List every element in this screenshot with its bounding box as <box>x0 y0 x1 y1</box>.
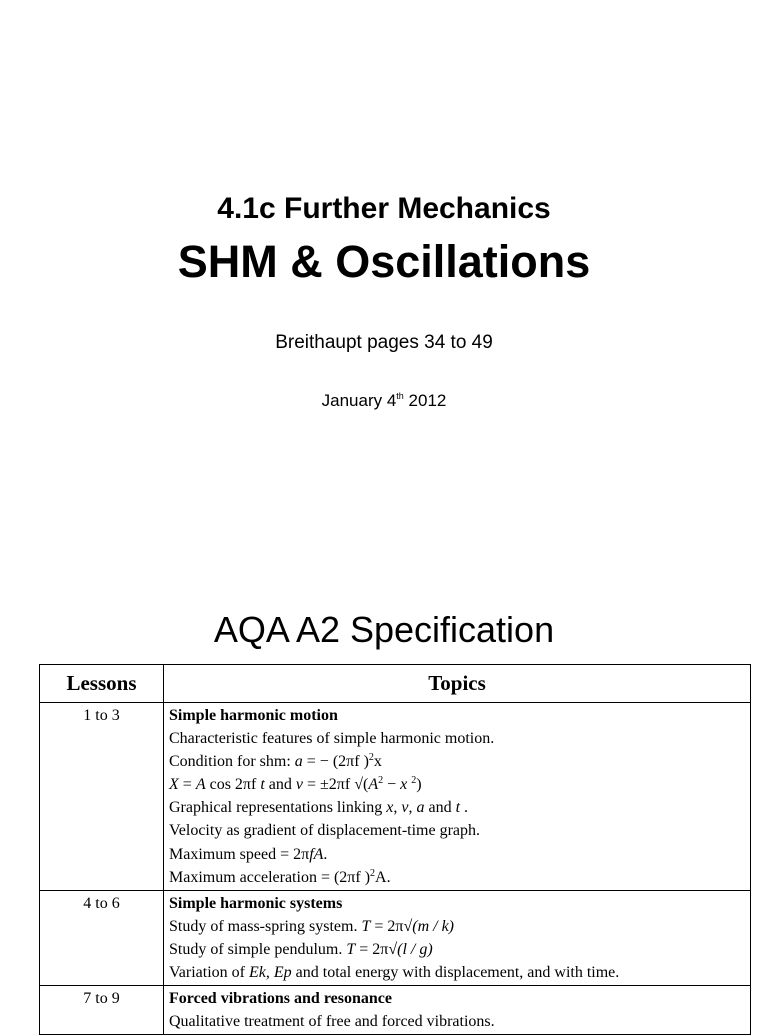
document-title: SHM & Oscillations <box>177 236 591 287</box>
topic-line: Velocity as gradient of displacement-time graph. <box>169 822 481 840</box>
table-row <box>40 986 751 1035</box>
date-prefix: January 4 <box>321 391 397 410</box>
document-subtitle: 4.1c Further Mechanics <box>217 192 551 225</box>
lessons-column-header: Lessons <box>40 665 164 703</box>
textbook-reference: Breithaupt pages 34 to 49 <box>275 332 493 353</box>
topics-column-header: Topics <box>164 665 751 703</box>
topics-cell <box>164 703 751 891</box>
topic-line: Study of simple pendulum. T = 2π√(l / g) <box>169 940 433 958</box>
topic-line: Qualitative treatment of free and forced vibrations. <box>169 1013 495 1031</box>
topic-line: Characteristic features of simple harmonic motion. <box>169 730 495 748</box>
table-header-row <box>40 665 751 703</box>
lessons-cell: 7 to 9 <box>40 986 164 1035</box>
topic-line: Condition for shm: a = − (2πf )$^2$x <box>169 752 382 771</box>
topic-line: Maximum acceleration = (2πf )$^2$A. <box>169 867 391 886</box>
topic-line: Maximum speed = 2πfA. <box>169 845 328 863</box>
document-date <box>0 391 768 411</box>
specification-title: AQA A2 Specification <box>213 609 555 650</box>
topic-line: Variation of Ek, Ep and total energy with displacement, and with time. <box>169 964 620 982</box>
topic-line: Study of mass-spring system. T = 2π√(m / k) <box>169 917 455 935</box>
topic-heading: Simple harmonic motion <box>169 707 338 724</box>
topics-cell <box>164 986 751 1035</box>
lessons-cell: 1 to 3 <box>40 703 164 891</box>
table-row <box>40 890 751 985</box>
topic-line: Graphical representations linking x, v, a and t . <box>169 799 469 817</box>
topic-line: X = A cos 2πf t and v = ±2πf $√(A^2 - x$ $^2$) <box>169 775 422 794</box>
lessons-cell: 4 to 6 <box>40 890 164 985</box>
table-row <box>40 703 751 891</box>
topic-heading: Simple harmonic systems <box>169 894 343 912</box>
topic-heading: Forced vibrations and resonance <box>169 990 392 1008</box>
date-suffix: 2012 <box>403 391 447 410</box>
topics-cell <box>164 890 751 985</box>
date-ordinal: th <box>396 391 404 401</box>
specification-table <box>39 664 751 1035</box>
